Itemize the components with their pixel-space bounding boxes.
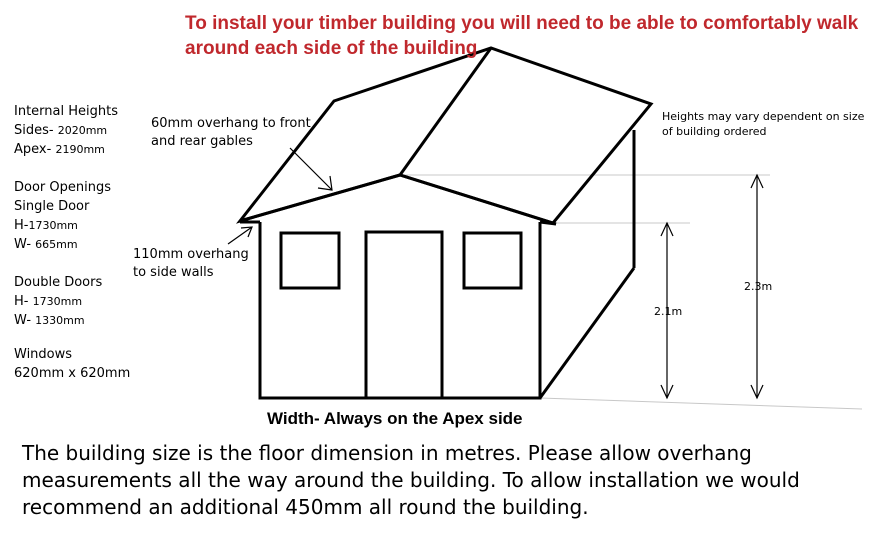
single-door-title: Single Door [14,199,90,214]
apex-value: 2190mm [55,143,105,156]
gable-left [240,175,400,221]
double-w-value: 1330mm [35,314,85,327]
heading-line-2: around each side of the building [185,38,478,59]
apex-height [14,140,105,159]
window-right [464,233,521,288]
door [366,232,442,398]
gable-overhang-line-1: 60mm overhang to front [151,116,311,131]
ground-guide [540,398,862,409]
width-caption: Width- Always on the Apex side [267,409,523,428]
single-door-width [14,235,78,254]
apex-label: Apex- [14,142,52,157]
double-doors-title: Double Doors [14,275,103,290]
single-w-value: 665mm [35,238,78,251]
single-h-value: 1730mm [28,219,78,232]
heights-note-line-1: Heights may vary dependent on size [662,110,865,123]
sides-label: Sides- [14,123,54,138]
gable-overhang-line-2: and rear gables [151,134,253,149]
single-h-label: H- [14,218,29,233]
side-overhang-line-2: to side walls [133,265,214,280]
internal-heights-title: Internal Heights [14,104,118,119]
heading-line-1: To install your timber building you will need to be able to comfortably walk [185,13,859,34]
double-door-width [14,311,85,330]
roof-rear-plane [240,48,651,223]
front-wall [260,222,540,398]
sides-height [14,121,107,140]
footer-note: The building size is the floor dimension in metres. Please allow overhang measurements all the way around the building. To allow installation we would recommend an additional 450mm all round the building. [22,441,800,519]
gable-right [400,175,556,224]
windows-title: Windows [14,347,73,362]
double-h-value: 1730mm [32,295,83,308]
double-w-label: W- [14,313,32,328]
heights-note-line-2: of building ordered [662,125,767,138]
sides-value: 2020mm [57,124,108,137]
side-overhang-line-1: 110mm overhang [133,247,249,262]
single-door-height [14,216,78,235]
dim-apex-height-label: 2.3m [744,280,773,293]
windows-size: 620mm x 620mm [14,366,131,381]
gable-overhang-pointer [290,148,332,190]
front-wall-top-right [540,222,556,224]
double-h-label: H- [14,294,29,309]
window-left [281,233,339,288]
dim-side-height-label: 2.1m [654,305,683,318]
double-door-height [14,292,82,311]
single-w-label: W- [14,237,32,252]
roof-ridge [400,48,491,175]
door-openings-title: Door Openings [14,180,111,195]
side-wall-bottom [540,268,634,398]
